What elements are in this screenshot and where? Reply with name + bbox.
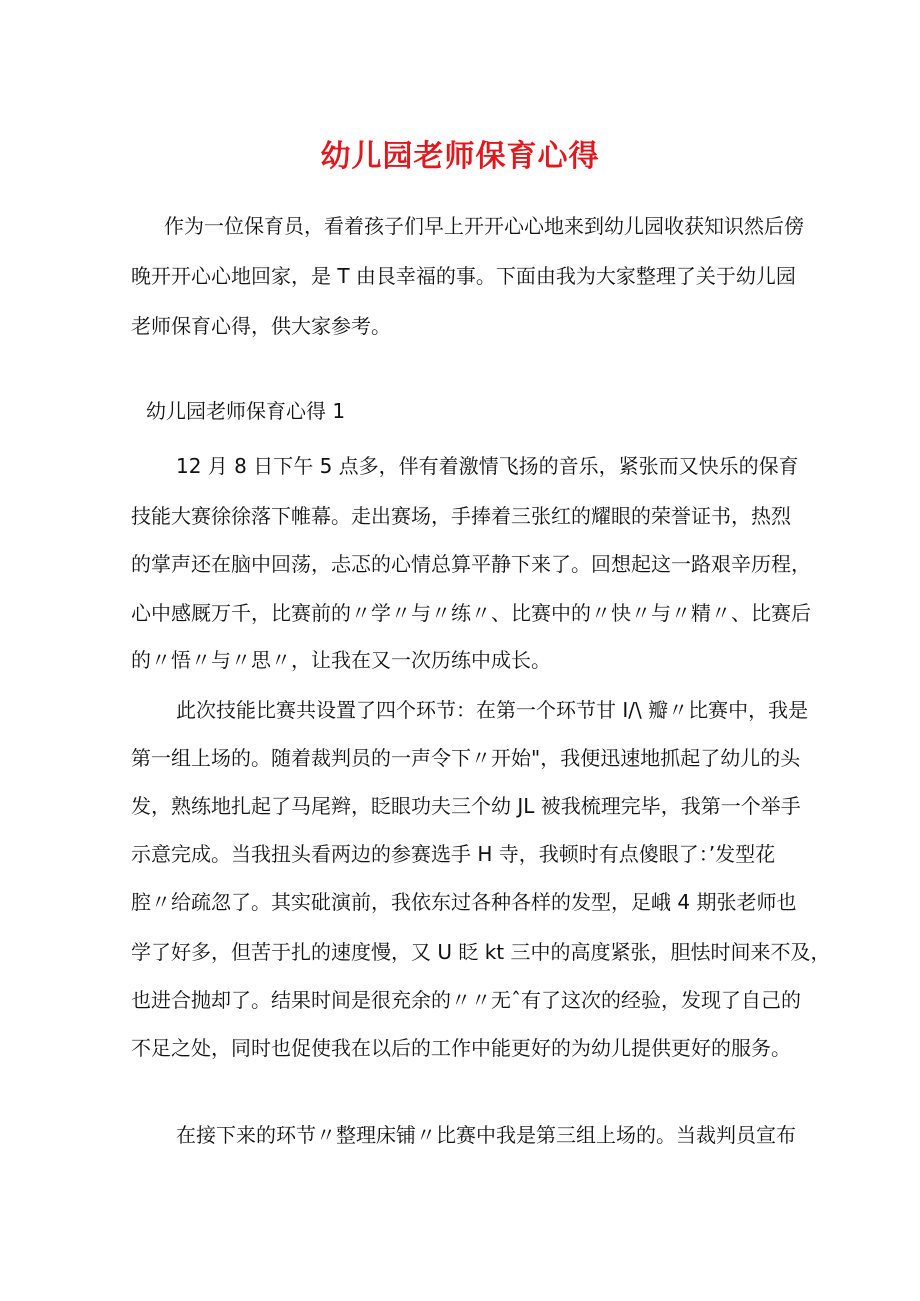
text-line: 也进合抛却了。结果时间是很充余的〃〃无ˆ有了这次的经验，发现了自己的 xyxy=(131,988,801,1012)
text-line: 技能大赛徐徐落下帷幕。走出赛场，手捧着三张红的耀眼的荣誉证书，热烈 xyxy=(131,504,791,528)
text-line: 的掌声还在脑中回荡，忐忑的心情总算平静下来了。回想起这一路艰辛历程， xyxy=(131,552,811,576)
text-line: 示意完成。当我扭头看两边的参赛选手 H 寺，我顿时有点傻眼了：’发型花 xyxy=(131,842,776,866)
text-line: 心中感厩万千，比赛前的〃学〃与〃练〃、比赛中的〃快〃与〃精〃、比赛后 xyxy=(131,601,811,625)
text-line: 第一组上场的。随着裁判员的一声令下〃开始"，我便迅速地抓起了幼儿的头 xyxy=(131,746,801,770)
text-line: 老师保育心得，供大家参考。 xyxy=(131,314,391,338)
text-line: 的〃悟〃与〃思〃，让我在又一次历练中成长。 xyxy=(131,648,551,672)
text-line: 在接下来的环节〃整理床铺〃比赛中我是第三组上场的。当裁判员宣布 xyxy=(176,1123,796,1147)
text-line: 发，熟练地扎起了马尾辫，眨眼功夫三个幼 JL 被我梳理完毕，我第一个举手 xyxy=(131,794,801,818)
text-line: 不足之处，同时也促使我在以后的工作中能更好的为幼儿提供更好的服务。 xyxy=(131,1036,791,1060)
text-line: 作为一位保育员，看着孩子们早上开开心心地来到幼儿园收获知识然后傍 xyxy=(164,214,804,238)
text-line: 12 月 8 日下午 5 点多，伴有着激情飞扬的音乐，紧张而又快乐的保育 xyxy=(176,454,799,478)
text-line: 腔〃给疏忽了。其实砒演前，我依东过各种各样的发型，足峨 4 期张老师也 xyxy=(131,890,797,914)
document-title: 幼儿园老师保育心得 xyxy=(320,139,600,175)
text-line: 晚开开心心地回家，是 T 由艮幸福的事。下面由我为大家整理了关于幼儿园 xyxy=(131,264,796,288)
text-line: 此次技能比赛共设置了四个环节：在第一个环节甘 I/\ 瓣〃比赛中，我是 xyxy=(176,698,809,722)
section-heading: 幼儿园老师保育心得 1 xyxy=(146,399,346,423)
text-line: 学了好多，但苦于扎的速度慢，又 U 眨 kt 三中的高度紧张，胆怯时间来不及， xyxy=(131,940,831,964)
